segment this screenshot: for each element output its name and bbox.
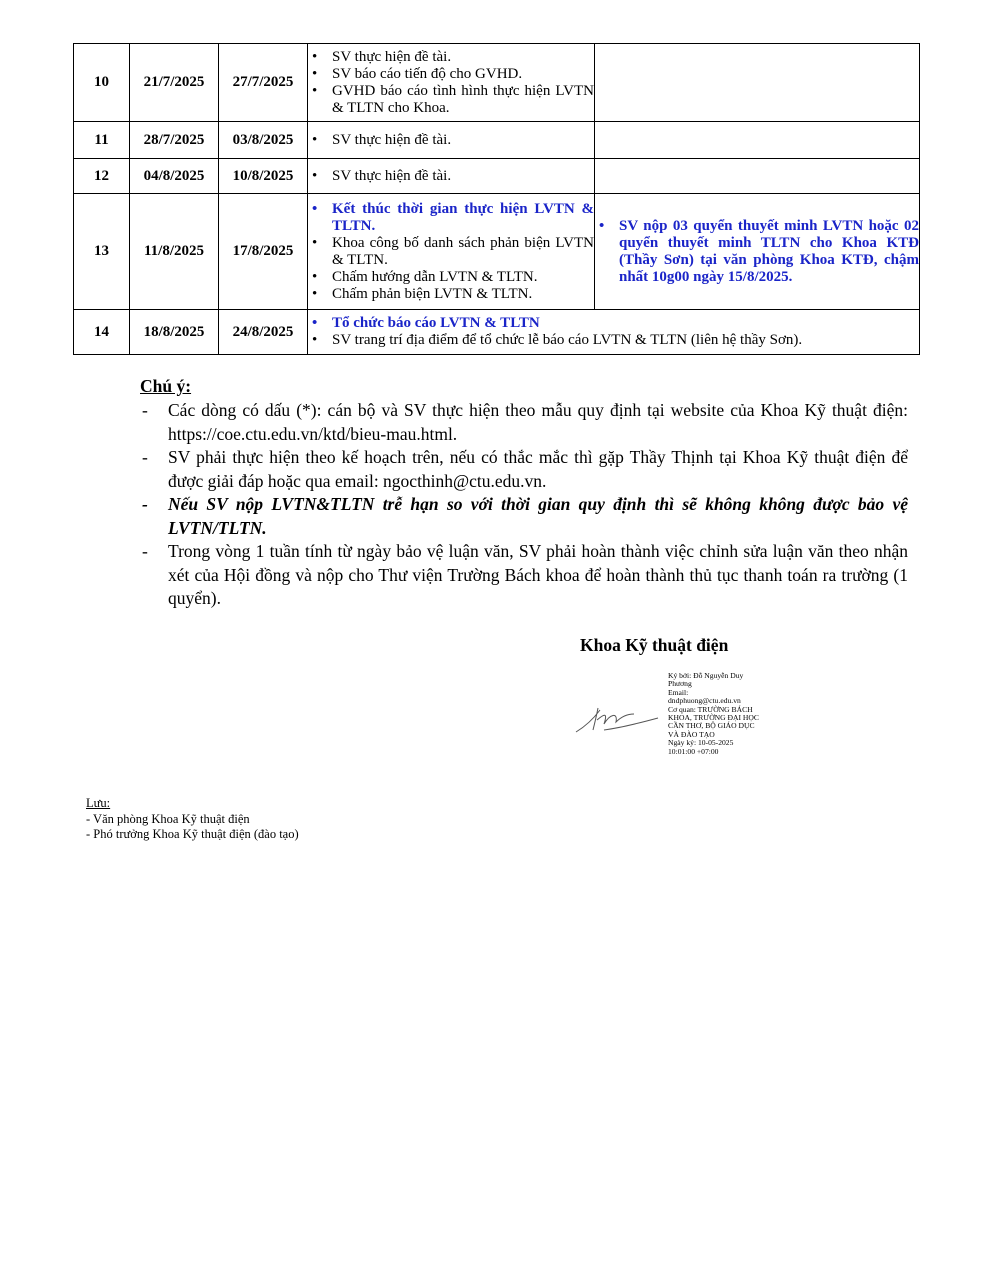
note-item: - Trong vòng 1 tuần tính từ ngày bảo vệ luận văn, SV phải hoàn thành việc chỉnh sửa luận văn theo nhận xét của Hội đồng và nộp cho Thư viện Trường Bách khoa để hoàn thành thủ tục thanh toán ra trường (1 quyển). <box>140 540 908 611</box>
note-item: - SV phải thực hiện theo kế hoạch trên, nếu có thắc mắc thì gặp Thầy Thịnh tại Khoa Kỹ thuật điện để được giải đáp hoặc qua email: ngocthinh@ctu.edu.vn. <box>140 446 908 493</box>
end-date-cell: 17/8/2025 <box>219 194 308 310</box>
signature-detail-line: Email: dndphuong@ctu.edu.vn <box>668 687 741 706</box>
notes-cell <box>595 194 920 310</box>
signature-detail-line: Cơ quan: TRƯỜNG BÁCH KHOA, TRƯỜNG ĐẠI HỌC CẦN THƠ, BỘ GIÁO DỤC VÀ ĐÀO TẠO <box>668 704 759 739</box>
archive-section <box>86 796 299 843</box>
tasks-cell <box>308 44 595 122</box>
archive-item: - Văn phòng Khoa Kỹ thuật điện <box>86 811 250 826</box>
notes-title: Chú ý: <box>140 376 192 396</box>
table-row <box>74 122 920 159</box>
tasks-list <box>308 315 919 349</box>
archive-title: Lưu: <box>86 796 111 810</box>
note-item: - Các dòng có dấu (*): cán bộ và SV thực hiện theo mẫu quy định tại website của Khoa Kỹ thuật điện: https://coe.ctu.edu.vn/ktd/bieu-mau.html. <box>140 399 908 446</box>
digital-signature-details <box>668 672 760 756</box>
end-date-cell: 24/8/2025 <box>219 310 308 355</box>
faculty-signature-title: Khoa Kỹ thuật điện <box>580 635 729 655</box>
tasks-list <box>308 132 594 149</box>
notes-cell <box>595 44 920 122</box>
task-item: • SV trang trí địa điểm để tổ chức lễ báo cáo LVTN & TLTN (liên hệ thầy Sơn). <box>308 332 919 349</box>
week-number-cell: 11 <box>74 122 130 159</box>
notes-section <box>140 375 908 611</box>
notes-cell <box>595 159 920 194</box>
end-date-cell: 03/8/2025 <box>219 122 308 159</box>
schedule-table <box>73 43 920 355</box>
start-date-cell: 11/8/2025 <box>130 194 219 310</box>
handwritten-signature <box>574 700 662 736</box>
table-row <box>74 159 920 194</box>
task-item: • Tổ chức báo cáo LVTN & TLTN <box>308 315 919 332</box>
signature-detail-line: Ký bởi: Đỗ Nguyễn Duy Phương <box>668 671 744 689</box>
submission-note: • SV nộp 03 quyển thuyết minh LVTN hoặc 02 quyển thuyết minh TLTN cho Khoa KTĐ (Thầy Sơn) tại văn phòng Khoa KTĐ, chậm nhất 10g00 ngày 15/8/2025. <box>595 218 919 286</box>
task-item: • SV thực hiện đề tài. <box>308 49 594 66</box>
start-date-cell: 21/7/2025 <box>130 44 219 122</box>
signature-detail-line: Ngày ký: 10-05-2025 10:01:00 +07:00 <box>668 738 734 756</box>
week-number-cell: 13 <box>74 194 130 310</box>
notes-cell <box>595 122 920 159</box>
tasks-list <box>308 201 594 303</box>
start-date-cell: 04/8/2025 <box>130 159 219 194</box>
task-item: • Chấm phản biện LVTN & TLTN. <box>308 286 594 303</box>
end-date-cell: 10/8/2025 <box>219 159 308 194</box>
tasks-cell <box>308 122 595 159</box>
task-item: • GVHD báo cáo tình hình thực hiện LVTN & TLTN cho Khoa. <box>308 83 594 117</box>
end-date-cell: 27/7/2025 <box>219 44 308 122</box>
task-item: • SV báo cáo tiến độ cho GVHD. <box>308 66 594 83</box>
task-item: • SV thực hiện đề tài. <box>308 132 594 149</box>
archive-list <box>86 812 299 843</box>
week-number-cell: 14 <box>74 310 130 355</box>
table-row <box>74 44 920 122</box>
notes-list <box>140 399 908 611</box>
schedule-body <box>74 44 920 355</box>
task-item: • Chấm hướng dẫn LVTN & TLTN. <box>308 269 594 286</box>
task-item: • SV thực hiện đề tài. <box>308 168 594 185</box>
start-date-cell: 28/7/2025 <box>130 122 219 159</box>
note-item: - Nếu SV nộp LVTN&TLTN trễ hạn so với thời gian quy định thì sẽ không không được bảo vệ LVTN/TLTN. <box>140 493 908 540</box>
start-date-cell: 18/8/2025 <box>130 310 219 355</box>
table-row <box>74 194 920 310</box>
notes-cell-list <box>595 218 919 286</box>
task-item: • Kết thúc thời gian thực hiện LVTN & TLTN. <box>308 201 594 235</box>
tasks-list <box>308 49 594 117</box>
tasks-cell <box>308 159 595 194</box>
tasks-list <box>308 168 594 185</box>
task-item: • Khoa công bố danh sách phản biện LVTN & TLTN. <box>308 235 594 269</box>
archive-item: - Phó trưởng Khoa Kỹ thuật điện (đào tạo) <box>86 827 299 841</box>
tasks-cell <box>308 194 595 310</box>
tasks-cell <box>308 310 920 355</box>
table-row <box>74 310 920 355</box>
week-number-cell: 12 <box>74 159 130 194</box>
week-number-cell: 10 <box>74 44 130 122</box>
